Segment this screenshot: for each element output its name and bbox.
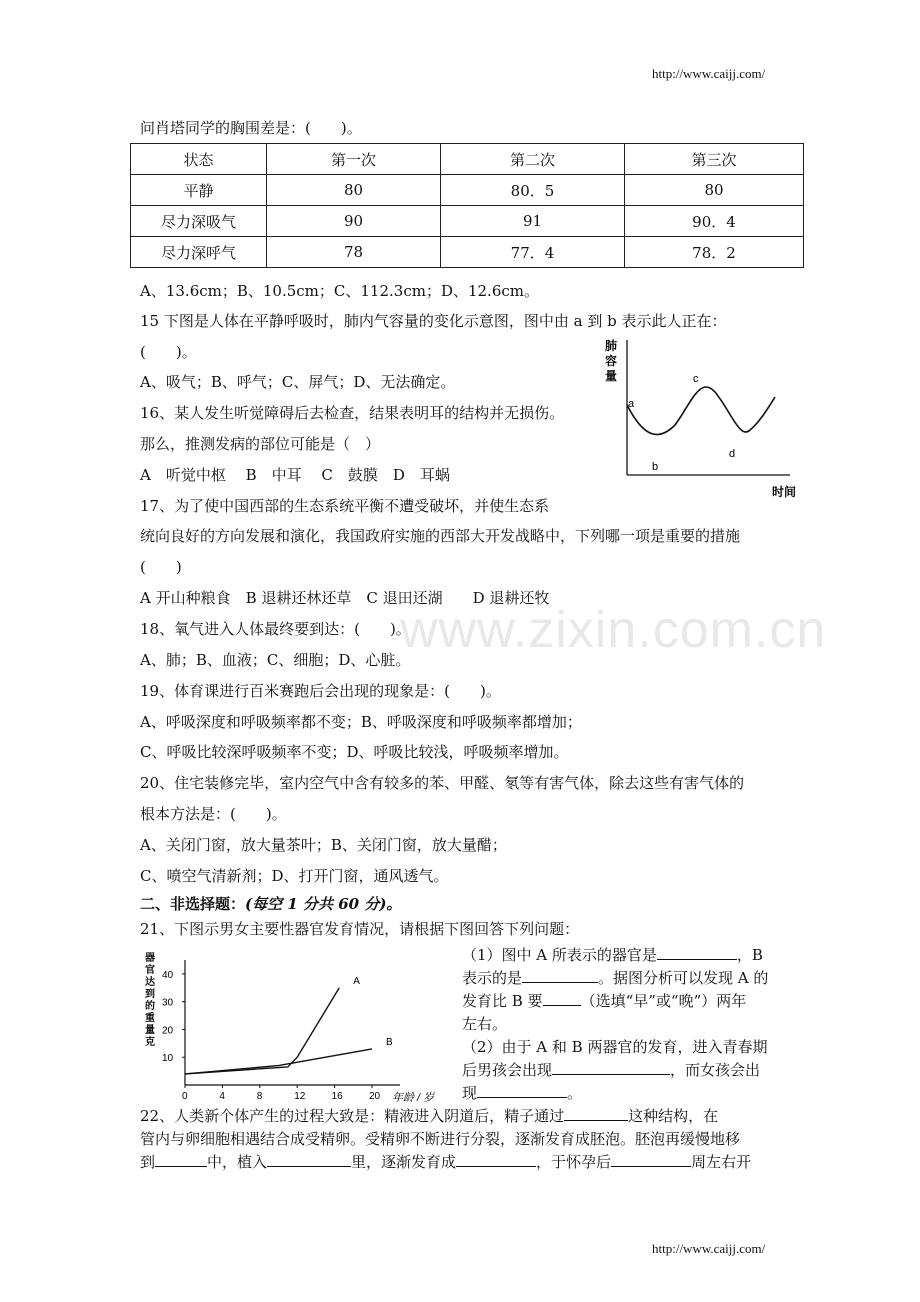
q20-opt1: A、关闭门窗，放大量茶叶；B、关闭门窗，放大量醋； <box>140 836 507 854</box>
q16-stem2: 那么，推测发病的部位可能是（ ） <box>140 435 381 453</box>
table-cell: 78．2 <box>625 237 804 268</box>
ylabel-char: 量 <box>145 1025 155 1036</box>
q20-opt2: C、喷空气清新剂；D、打开门窗，通风透气。 <box>140 867 449 885</box>
point-label-a: a <box>628 398 635 410</box>
series-label-A: A <box>353 975 360 987</box>
q19-opt2: C、呼吸比较深呼吸频率不变；D、呼吸比较浅，呼吸频率增加。 <box>140 743 569 761</box>
q16-stem1: 16、某人发生听觉障碍后去检查，结果表明耳的结构并无损伤。 <box>140 404 565 422</box>
table-cell: 80．5 <box>441 175 625 206</box>
q21-text: （1）图中 A 所表示的器官是 <box>462 946 657 964</box>
ylabel-char: 器 <box>145 953 155 964</box>
q21-text: ，而女孩会出 <box>670 1061 761 1079</box>
chest-table <box>130 143 804 268</box>
table-row <box>131 175 804 206</box>
q21-text: （选填“早”或“晚”）两年 <box>580 992 747 1010</box>
section2-heading: 二、非选择题： <box>140 895 246 913</box>
q15-options: A、吸气；B、呼气；C、屏气；D、无法确定。 <box>140 373 456 391</box>
point-label-b: b <box>652 461 659 473</box>
section2-note: (每空 1 分共 60 分)。 <box>245 895 402 913</box>
q21-text: ，B <box>736 946 763 964</box>
table-cell: 90 <box>267 206 441 237</box>
answer-blank[interactable] <box>522 968 598 983</box>
q22-text: 中，植入 <box>207 1153 268 1171</box>
table-cell: 平静 <box>131 175 267 206</box>
q22-line3 <box>140 1152 751 1172</box>
q17-stem1: 17、为了使中国西部的生态系统平衡不遭受破坏，并使生态系 <box>140 497 550 515</box>
y-tick-label: 20 <box>162 1025 174 1037</box>
q21-line7 <box>462 1083 582 1103</box>
x-tick-label: 0 <box>182 1091 188 1102</box>
footer-url: http://www.caijj.com/ <box>652 1241 766 1256</box>
ylabel-char: 官 <box>145 965 155 976</box>
q15-paren: ( )。 <box>140 343 197 361</box>
q21-text: 。 <box>567 1084 583 1102</box>
q22-text: 这种结构，在 <box>628 1107 719 1125</box>
q14-options: A、13.6cm；B、10.5cm；C、112.3cm；D、12.6cm。 <box>140 282 539 300</box>
table-header: 第一次 <box>267 144 441 175</box>
ylabel-char: 到 <box>145 989 155 1000</box>
q17-options: A 开山种粮食 B 退耕还林还草 C 退田还湖 D 退耕还牧 <box>140 589 550 607</box>
y-tick-label: 30 <box>162 997 174 1009</box>
series-line-B <box>185 1049 372 1074</box>
q18-stem: 18、氧气进入人体最终要到达：( )。 <box>140 620 411 638</box>
table-cell: 78 <box>267 237 441 268</box>
ylabel-char: 量 <box>605 369 618 383</box>
watermark: www.zixin.com.cn <box>400 601 827 659</box>
point-label-d: d <box>729 448 736 460</box>
q19-stem: 19、体育课进行百米赛跑后会出现的现象是：( )。 <box>140 682 501 700</box>
q22-line1 <box>140 1106 718 1126</box>
answer-blank[interactable] <box>552 1060 670 1075</box>
section2-title <box>140 894 401 914</box>
x-tick-label: 16 <box>331 1091 343 1102</box>
q21-text: 发育比 B 要 <box>462 992 543 1010</box>
q22-text: 里，逐渐发育成 <box>351 1153 457 1171</box>
table-header: 第三次 <box>625 144 804 175</box>
table-header: 状态 <box>131 144 267 175</box>
table-cell: 80 <box>625 175 804 206</box>
q20-stem1: 20、住宅装修完毕，室内空气中含有较多的苯、甲醛、氡等有害气体，除去这些有害气体的 <box>140 774 745 792</box>
q21-stem: 21、下图示男女主要性器官发育情况，请根据下图回答下列问题： <box>140 920 580 938</box>
table-header-row <box>131 144 804 175</box>
x-tick-label: 4 <box>219 1091 225 1102</box>
q21-text: 。据图分析可以发现 A 的 <box>598 969 769 987</box>
ylabel-char: 克 <box>145 1037 155 1048</box>
answer-blank[interactable] <box>543 991 581 1006</box>
series-line-A <box>185 988 339 1074</box>
answer-blank[interactable] <box>657 945 737 960</box>
table-cell: 尽力深呼气 <box>131 237 267 268</box>
volume-curve <box>627 387 775 435</box>
table-cell: 77．4 <box>441 237 625 268</box>
ylabel-char: 达 <box>145 977 155 988</box>
ylabel-char: 肺 <box>605 339 618 353</box>
q21-line3 <box>462 991 746 1011</box>
q17-paren: ( ) <box>140 558 182 576</box>
q22-text: 到 <box>140 1153 156 1171</box>
q19-opt1: A、呼吸深度和呼吸频率都不变；B、呼吸深度和呼吸频率都增加； <box>140 713 582 731</box>
q21-line5: （2）由于 A 和 B 两器官的发育，进入青春期 <box>462 1038 768 1056</box>
x-tick-label: 12 <box>294 1091 306 1102</box>
q22-text: 周左右开 <box>691 1153 752 1171</box>
y-tick-label: 10 <box>162 1053 174 1065</box>
table-header: 第二次 <box>441 144 625 175</box>
q22-text: ，于怀孕后 <box>536 1153 612 1171</box>
q21-line4: 左右。 <box>462 1015 508 1033</box>
q21-line6 <box>462 1060 760 1080</box>
ylabel-char: 容 <box>605 354 618 368</box>
answer-blank[interactable] <box>564 1106 628 1121</box>
ylabel-char: 的 <box>145 1001 155 1012</box>
table-cell: 91 <box>441 206 625 237</box>
q22-line2: 管内与卵细胞相遇结合成受精卵。受精卵不断进行分裂，逐渐发育成胚泡。胚泡再缓慢地移 <box>140 1130 741 1148</box>
q22-text: 22、人类新个体产生的过程大致是：精液进入阴道后，精子通过 <box>140 1107 565 1125</box>
y-tick-label: 40 <box>162 969 174 981</box>
answer-blank[interactable] <box>611 1152 691 1167</box>
point-label-c: c <box>693 373 699 385</box>
answer-blank[interactable] <box>155 1152 207 1167</box>
header-url: http://www.caijj.com/ <box>652 66 766 81</box>
q18-options: A、肺；B、血液；C、细胞；D、心脏。 <box>140 651 411 669</box>
q20-stem2: 根本方法是：( )。 <box>140 805 287 823</box>
q21-text: 后男孩会出现 <box>462 1061 553 1079</box>
organ-development-chart <box>140 945 450 1105</box>
table-cell: 90．4 <box>625 206 804 237</box>
xlabel: 时间 <box>772 485 797 499</box>
lung-volume-chart <box>600 330 810 505</box>
table-row <box>131 237 804 268</box>
q21-text: 表示的是 <box>462 969 523 987</box>
answer-blank[interactable] <box>477 1083 567 1098</box>
ylabel-char: 重 <box>145 1013 155 1024</box>
q16-options: A 听觉中枢 B 中耳 C 鼓膜 D 耳蜗 <box>140 466 450 484</box>
q21-text: 现 <box>462 1084 478 1102</box>
x-tick-label: 8 <box>256 1091 263 1102</box>
xlabel: 年龄 / 岁 <box>392 1092 435 1104</box>
table-cell: 80 <box>267 175 441 206</box>
series-label-B: B <box>386 1036 393 1048</box>
answer-blank[interactable] <box>456 1152 536 1167</box>
q14-tail: 问肖塔同学的胸围差是：( )。 <box>140 119 362 137</box>
x-tick-label: 20 <box>369 1091 381 1102</box>
q15-stem: 15 下图是人体在平静呼吸时，肺内气容量的变化示意图，图中由 a 到 b 表示此人正在： <box>140 312 727 330</box>
table-row <box>131 206 804 237</box>
q21-line2 <box>462 968 768 988</box>
q21-line1 <box>462 945 763 965</box>
answer-blank[interactable] <box>267 1152 351 1167</box>
q17-stem2: 统向良好的方向发展和演化，我国政府实施的西部大开发战略中，下列哪一项是重要的措施 <box>140 527 741 545</box>
table-cell: 尽力深吸气 <box>131 206 267 237</box>
